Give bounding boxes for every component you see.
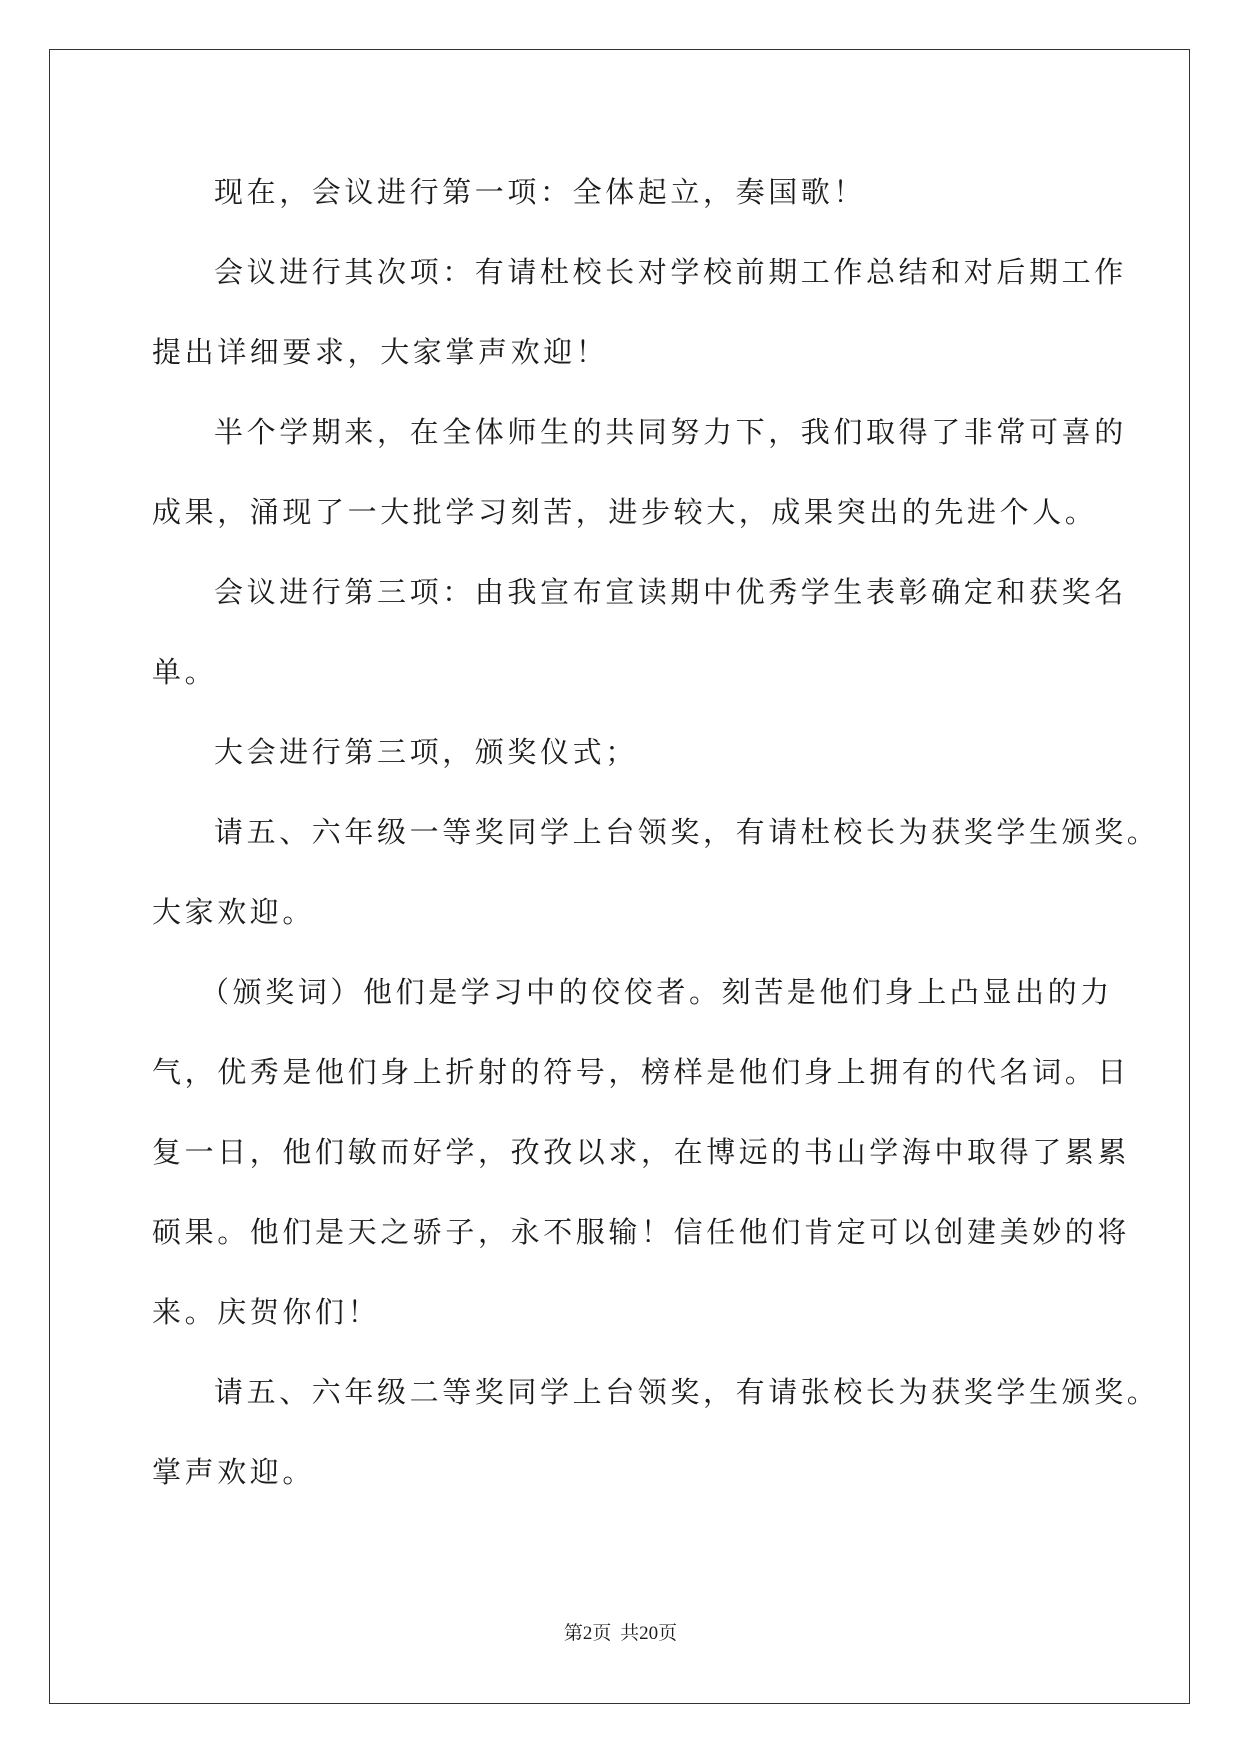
paragraph-line: 会议进行第三项：由我宣布宣读期中优秀学生表彰确定和获奖名 bbox=[214, 575, 1127, 609]
paragraph-line: （颁奖词）他们是学习中的佼佼者。刻苦是他们身上凸显出的力 bbox=[200, 975, 1113, 1009]
paragraph-line: 大会进行第三项，颁奖仪式； bbox=[214, 735, 638, 769]
page-footer bbox=[0, 1618, 1241, 1645]
paragraph-line: 掌声欢迎。 bbox=[152, 1455, 316, 1489]
current-page: 第2页 bbox=[563, 1623, 612, 1644]
paragraph-line: 提出详细要求，大家掌声欢迎！ bbox=[152, 335, 609, 369]
paragraph-line: 大家欢迎。 bbox=[152, 895, 316, 929]
paragraph-line: 复一日，他们敏而好学，孜孜以求，在博远的书山学海中取得了累累 bbox=[152, 1135, 1131, 1169]
paragraph-line: 气，优秀是他们身上折射的符号，榜样是他们身上拥有的代名词。日 bbox=[152, 1055, 1131, 1089]
paragraph-line: 会议进行其次项：有请杜校长对学校前期工作总结和对后期工作 bbox=[214, 255, 1127, 289]
paragraph-line: 请五、六年级二等奖同学上台领奖，有请张校长为获奖学生颁奖。 bbox=[214, 1375, 1160, 1409]
paragraph-line: 单。 bbox=[152, 655, 218, 689]
paragraph-line: 成果，涌现了一大批学习刻苦，进步较大，成果突出的先进个人。 bbox=[152, 495, 1098, 529]
total-pages: 共20页 bbox=[620, 1623, 678, 1644]
paragraph-line: 来。庆贺你们！ bbox=[152, 1295, 381, 1329]
paragraph-line: 硕果。他们是天之骄子，永不服输！信任他们肯定可以创建美妙的将 bbox=[152, 1215, 1131, 1249]
paragraph-line: 请五、六年级一等奖同学上台领奖，有请杜校长为获奖学生颁奖。 bbox=[214, 815, 1160, 849]
paragraph-line: 半个学期来，在全体师生的共同努力下，我们取得了非常可喜的 bbox=[214, 415, 1127, 449]
paragraph-line: 现在，会议进行第一项：全体起立，奏国歌！ bbox=[214, 175, 867, 209]
